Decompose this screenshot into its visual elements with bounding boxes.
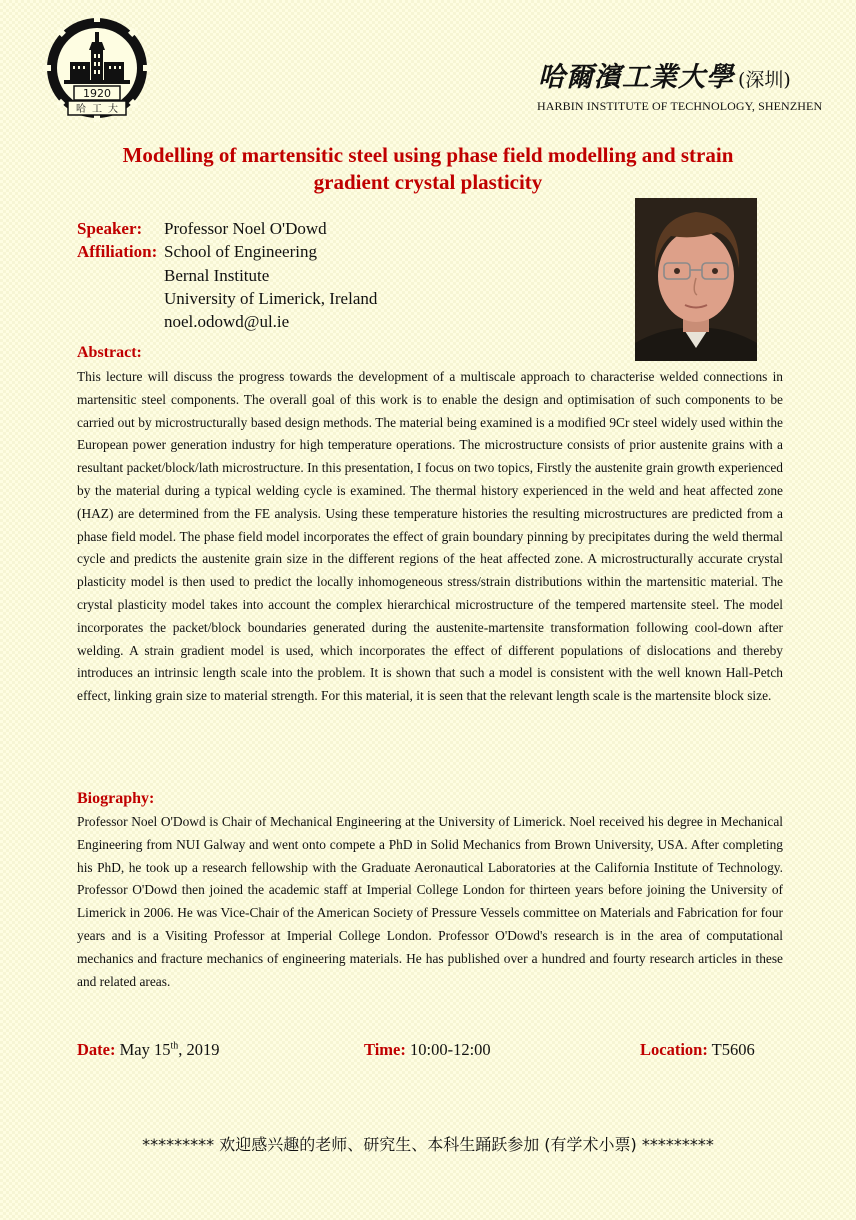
biography-text: Professor Noel O'Dowd is Chair of Mechanical Engineering at the University of Limerick. Noel received his degree in Mechanical Engineering from NUI Galway and went onto compete a PhD in Solid Mechanics from Brown University, USA. After completing his PhD, he took up a research fellowship with the Graduate Aeronautical Laboratories at the California Institute of Technology. Professor O'Dowd then joined the academic staff at Imperial College London for thirteen years before joining the University of Limerick in 2006. He was Vice-Chair of the American Society of Pressure Vessels committee on Materials and Fabrication for four years and is a Visiting Professor at Imperial College London. Professor O'Dowd's research is in the area of computational mechanics and fracture mechanics of engineering materials. He has published over a hundred and fourty research articles in these and related areas. (77, 814, 783, 989)
date-value: May 15 (119, 1040, 171, 1059)
event-time (364, 1040, 491, 1060)
affiliation-label: Affiliation: (77, 242, 158, 262)
invitation-line: ********* 欢迎感兴趣的老师、研究生、本科生踊跃参加 (有学术小票) ********* (142, 1135, 714, 1154)
logo-char-1: 哈 (76, 104, 86, 115)
university-name-chinese (538, 55, 791, 94)
campus-name-cn: (深圳) (738, 69, 791, 91)
logo-char-3: 大 (108, 104, 118, 115)
abstract-text: This lecture will discuss the progress towards the development of a multiscale approach to characterise welded connections in martensitic steel components. The overall goal of this work is to enable the design and optimisation of such components to be carried out by microstructurally based design methods. The material being examined is a modified 9Cr steel widely used within the European power generation industry for high temperature operations. The microstructure consists of prior austenite grains with a resultant packet/block/lath microstructure. In this presentation, I focus on two topics, Firstly the austenite grain growth experienced by the material during a typical welding cycle is examined. The thermal history experienced in the weld and heat affected zone (HAZ) are determined from the FE analysis. Using these temperature histories the resulting microstructures are predicted from a phase field model. The phase field model incorporates the effect of grain boundary pinning by precipitates during the weld thermal cycle and predicts the austenite grain size in the different regions of the heat affected zone. A microstructurally accurate crystal plasticity model is then used to predict the locally inhomogeneous stress/strain distributions within the martensitic material. The crystal plasticity model takes into account the complex hierarchical microstructure of the tempered martensite steel. The model incorporates the packet/block boundaries generated during the austenite-martensite transformation following cool-down after welding. A strain gradient model is used, which incorporates the effect of different populations of dislocations and thereby introduces an intrinsic length scale into the problem. It is shown that such a model is consistent with the well known Hall-Petch effect, linking grain size to material strength. For this material, it is seen that the relevant length scale is the martensite block size. (77, 369, 783, 704)
speaker-label: Speaker: (77, 219, 143, 238)
time-value: 10:00-12:00 (409, 1040, 491, 1059)
talk-title-line-2: gradient crystal plasticity (313, 170, 543, 194)
event-date (77, 1040, 220, 1060)
speaker-email: noel.odowd@ul.ie (164, 312, 290, 332)
talk-title (70, 142, 786, 196)
speaker-name: Professor Noel O'Dowd (164, 219, 327, 238)
time-label: Time: (364, 1040, 406, 1059)
speaker-row (77, 217, 377, 240)
biography-heading: Biography: (77, 790, 155, 807)
date-year: , 2019 (178, 1040, 220, 1059)
abstract-heading: Abstract: (77, 344, 142, 361)
affiliation-line-1: School of Engineering (164, 242, 317, 262)
location-label: Location: (640, 1040, 708, 1059)
date-label: Date: (77, 1040, 116, 1059)
event-location (640, 1040, 755, 1060)
affiliation-line-2: Bernal Institute (164, 265, 270, 285)
logo-year: 1920 (83, 87, 111, 100)
speaker-portrait-image (635, 198, 757, 361)
speaker-photo (635, 198, 757, 361)
talk-title-line-1: Modelling of martensitic steel using phase field modelling and strain (122, 143, 734, 167)
logo-char-2: 工 (92, 104, 102, 115)
date-ordinal: th (170, 1040, 179, 1052)
speaker-info (77, 217, 377, 333)
location-value: T5606 (711, 1040, 755, 1059)
university-name-english: HARBIN INSTITUTE OF TECHNOLOGY, SHENZHEN (537, 99, 823, 113)
hit-logo-emblem (34, 10, 160, 128)
affiliation-line-3: University of Limerick, Ireland (164, 288, 378, 308)
university-name-cn-text: 哈爾濱工業大學 (538, 62, 734, 93)
university-logo (34, 10, 160, 128)
affiliation-row (77, 240, 377, 333)
affiliation-lines (164, 240, 377, 333)
